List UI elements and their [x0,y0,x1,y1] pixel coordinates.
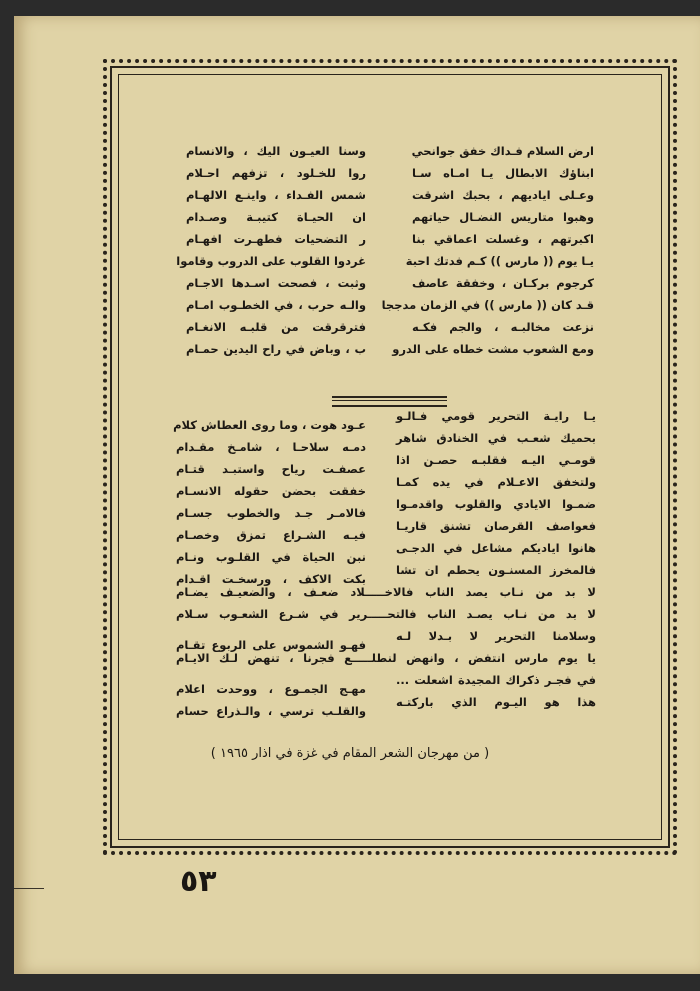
verse-line: ولتخفق الاعـلام في يده كمـا [396,475,596,489]
verse-line: ارض السلام فـداك خفق جوانحي [411,144,594,158]
source-note: ( من مهرجان الشعر المقام في غزة في اذار ١٩٦٥ ) [210,746,490,761]
page-number: ٥٣ [180,864,217,899]
verse-line-spacer [176,612,366,634]
verse-line: فعواصف القرصان تشنق قاريـا [396,519,596,533]
verse-line: عـود هوت ، وما روى العطاش كلام [173,418,366,432]
verse-line: والـه حرب ، في الخطـوب امـام [186,298,366,312]
verse-line: فالامـر جـد والخطوب جسـام [176,506,366,520]
verse-line: قـد كان (( مارس )) في الزمان مدججا [381,298,594,312]
verse-line: نبن الحياة في القلـوب ونـام [176,550,366,564]
verse-line: كرجوم بركـان ، وخفقة عاصف [412,276,594,290]
verse-line: هذا هو اليـوم الذي باركتـه [396,695,596,709]
verse-line: بحميك شعـب في الخنادق شاهر [396,431,596,445]
poem-top-right-column [381,140,594,360]
verse-line: عصفـت رياح واستبـد قتـام [176,462,366,476]
verse-line: فترقرقت من قلبـه الانغـام [186,320,366,334]
verse-line: خفقت بحضن حقوله الانسـام [176,484,366,498]
verse-line: هانوا اياديكم مشاعل في الدجـى [396,541,596,555]
verse-line-spanning: يا يوم مارس انتفض ، وانهض لنطلـــــع فجرنا ، تنهض لـك الايـام [176,651,596,665]
verse-line: شمس الفـداء ، واينـع الالهـام [186,188,366,202]
verse-line: ب ، وباض في راح اليدين حمـام [186,342,366,356]
verse-line: ان الحيـاة كتيبـة وصـدام [186,210,366,224]
verse-line: يـا يوم (( مارس )) كـم فدتك احبة [405,254,594,268]
verse-line: فالمخرز المسنـون يحطم ان تشا [396,563,596,577]
verse-line: يـا رايـة التحرير قومي فـالـو [396,409,596,423]
verse-line: دمـه سلاحـا ، شامـخ مقـدام [176,440,366,454]
verse-line: فهـو الشموس على الربوع تقـام [176,638,366,652]
verse-line: مهـج الجمـوع ، ووحدت اعلام [176,682,366,696]
verse-line: وسلامنا التحرير لا بـدلا لـه [396,629,596,643]
verse-line: وثبت ، فصحت اسـدها الاجـام [186,276,366,290]
verse-line: ضمـوا الايادي والقلوب واقدمـوا [396,497,596,511]
verse-line: والقلـب ترسي ، والـذراع حسام [176,704,366,718]
verse-line: ر التضحيات فطهـرت افهـام [186,232,366,246]
poem-top-left-column [176,140,366,360]
verse-line-spanning: لا بد من نـاب يصـد الناب فالتحـــــرير في شـرع الشعـوب سـلام [176,607,596,621]
verse-line: روا للخـلود ، تزفهم احـلام [186,166,366,180]
verse-line: ومع الشعوب مشت خطاه على الدرو [392,342,594,356]
verse-line-spacer [176,590,366,612]
verse-line: فيـه الشـراع تمزق وخصـام [176,528,366,542]
poem-bottom-left-column [173,414,366,722]
verse-line: اكبرتهم ، وغسلت اعماقي بنا [412,232,594,246]
verse-line: غردوا القلوب على الدروب وقاموا [176,254,366,268]
verse-line-spanning: لا بد من نـاب يصد الناب فالاخـــــلاد ضعـف ، والضعيـف يضـام [176,585,596,599]
verse-line: ابناؤك الابطال يـا امـاه سـا [412,166,594,180]
verse-line-spacer [176,656,366,678]
verse-line: وسنا العيـون اليك ، والانسام [186,144,366,158]
verse-line: في فجـر ذكراك المجيدة اشعلت ... [396,673,596,687]
verse-line: نزعت مخالبـه ، والجم فكـه [412,320,594,334]
verse-line: قومـي اليـه فقلبـه حصـن اذا [396,453,596,467]
verse-line: وهبوا متاريس النضـال حياتهم [412,210,594,224]
verse-line: بكت الاكف ، ورسخـت اقـدام [176,572,366,586]
verse-line: وعـلى اياديهم ، بحبك اشرقت [412,188,594,202]
page-edge-mark [14,888,44,889]
